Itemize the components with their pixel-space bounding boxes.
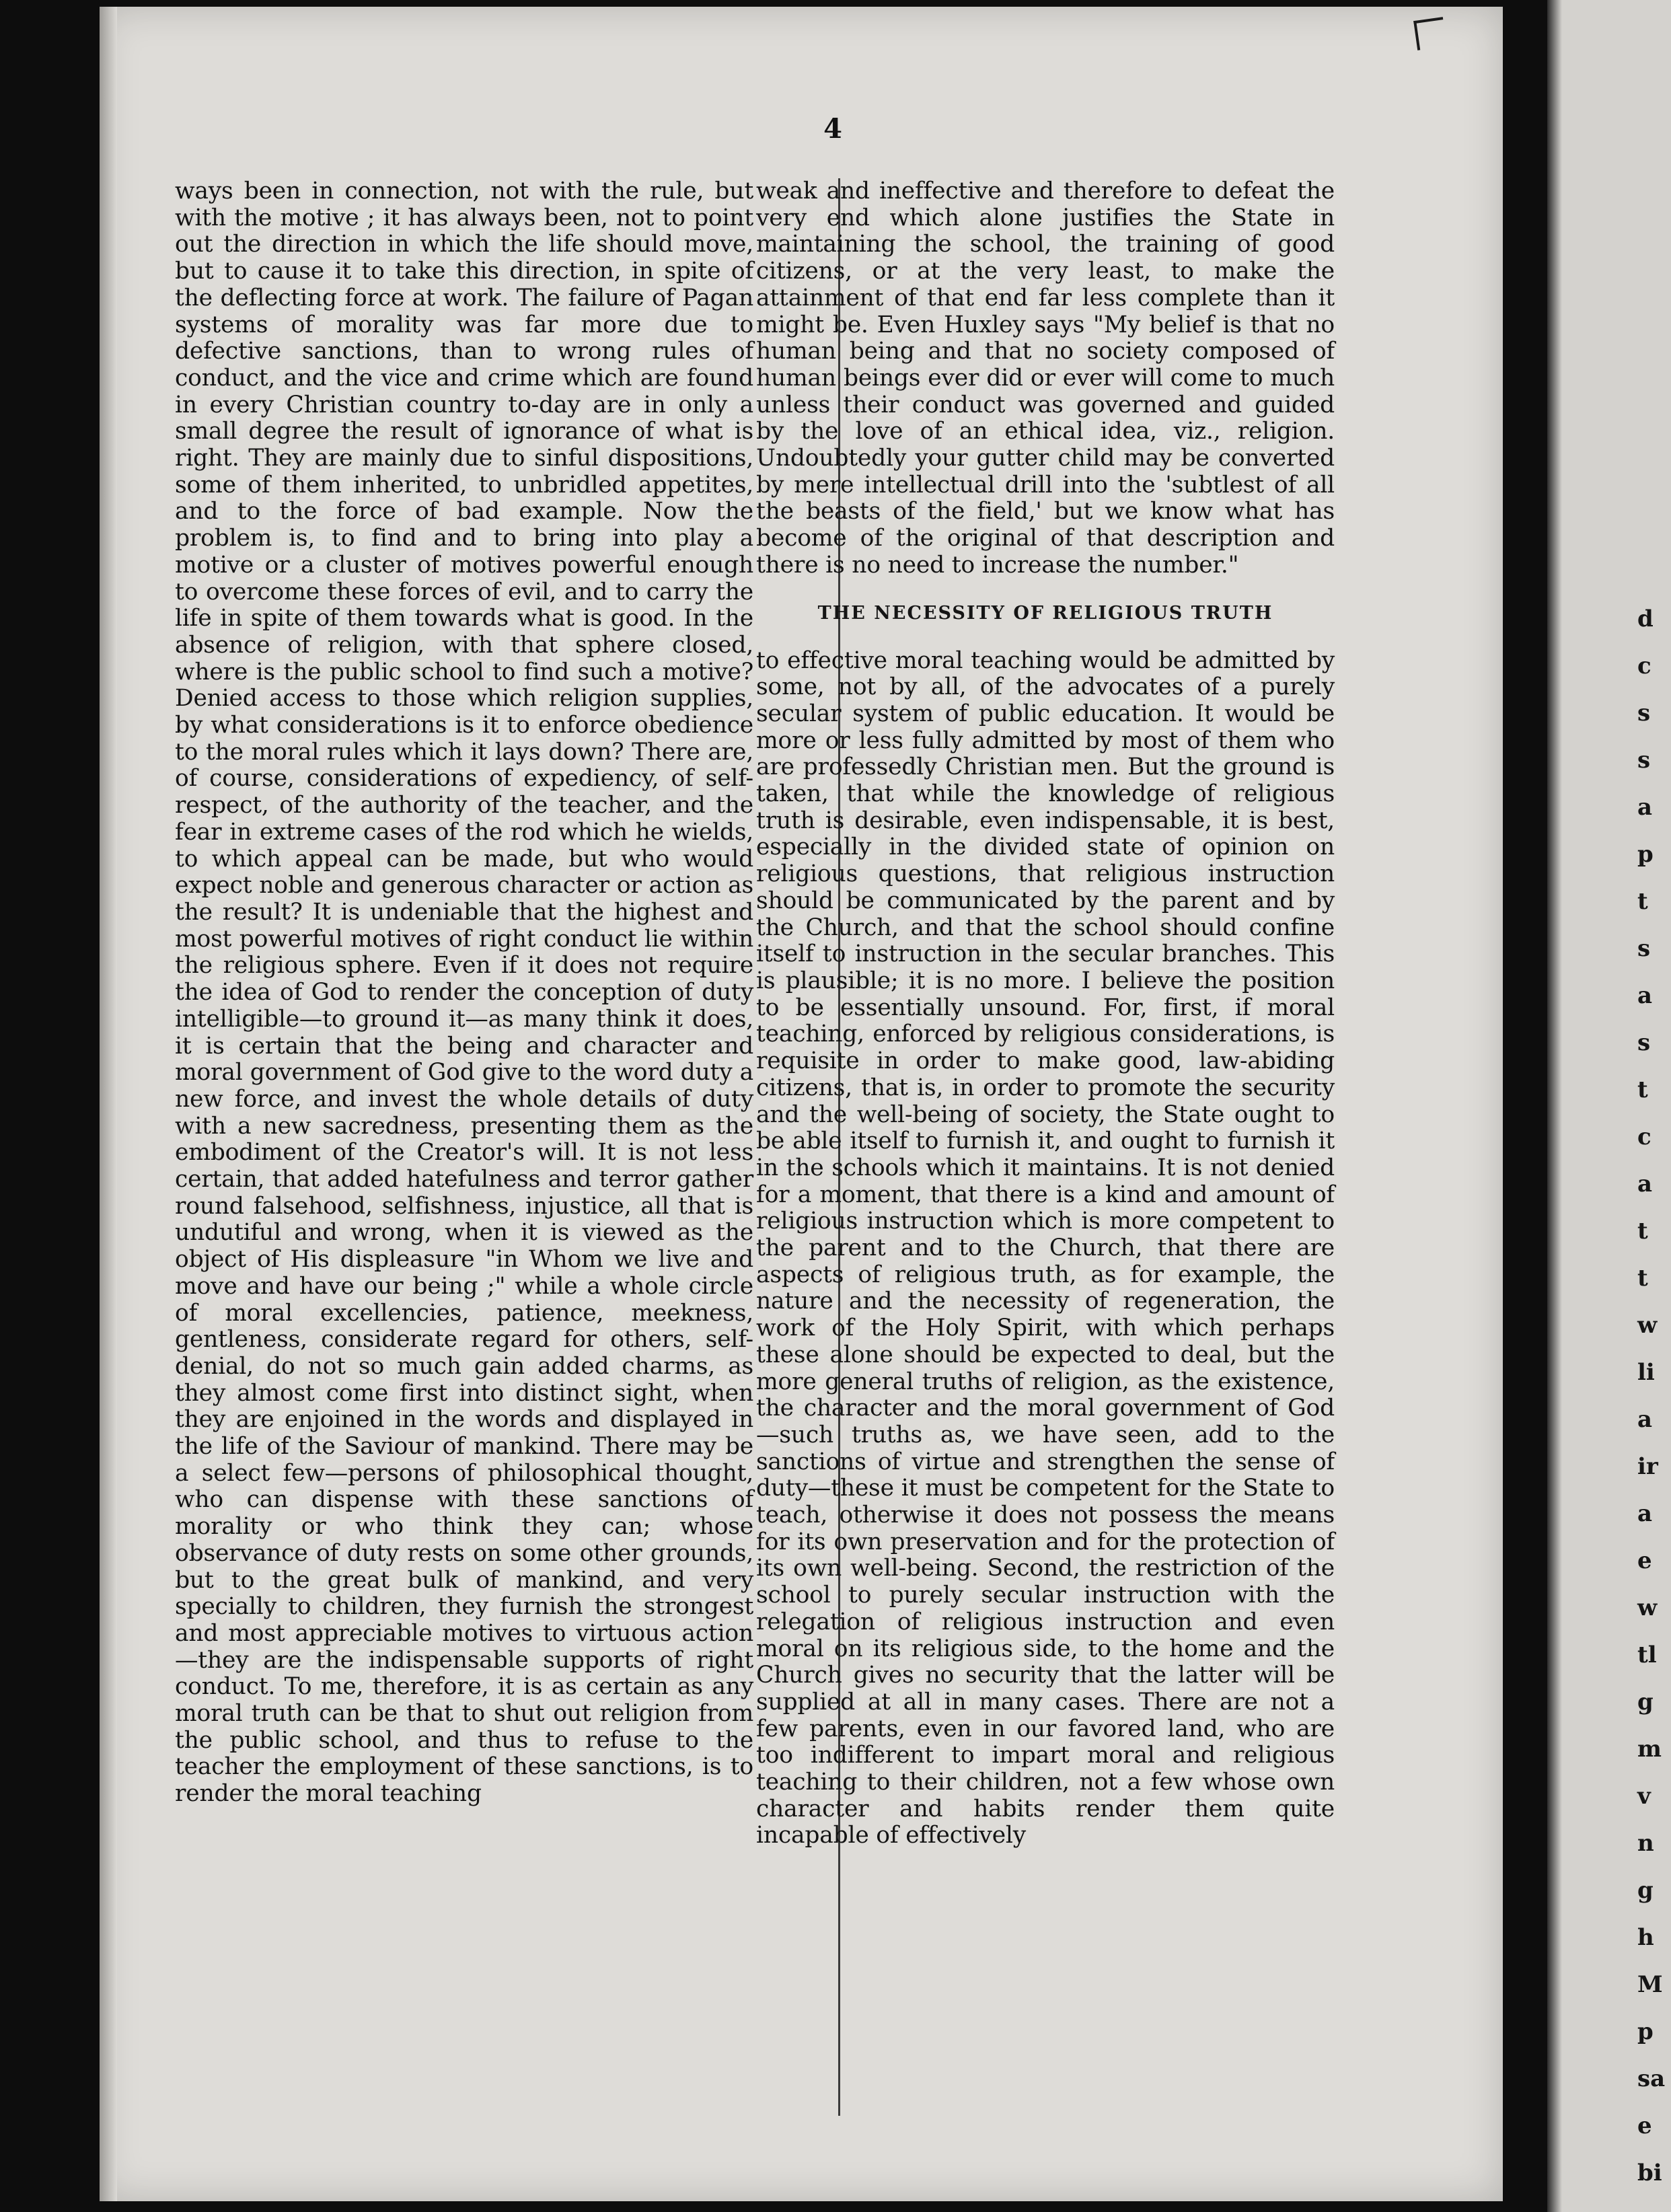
right-column xyxy=(756,178,1335,1849)
scan-corner-mark xyxy=(1413,17,1447,50)
adjacent-page-fragment: v xyxy=(1637,1783,1651,1810)
adjacent-page-fragment: g xyxy=(1637,1877,1654,1904)
page-fold-shadow xyxy=(100,7,117,2201)
adjacent-page-fragment: c xyxy=(1637,653,1651,679)
adjacent-page-fragment: bi xyxy=(1637,2160,1662,2186)
adjacent-page-fragment: tl xyxy=(1637,1642,1657,1668)
adjacent-page-fragment: a xyxy=(1637,1500,1653,1527)
adjacent-page-fragment: t xyxy=(1637,888,1648,915)
adjacent-page-fragment: s xyxy=(1637,1029,1651,1056)
adjacent-page-fragments xyxy=(1637,0,1671,2212)
section-heading: THE NECESSITY OF RELIGIOUS TRUTH xyxy=(817,602,1273,624)
adjacent-page-strip xyxy=(1547,0,1671,2212)
adjacent-page-fragment: d xyxy=(1637,605,1654,632)
right-column-body-text: to effective moral teaching would be admitted by some, not by all, of the advocates of a purely secular system of public education. It would be more or less fully admitted by most of them who are professedly Christian men. But the ground is taken, that while the knowledge of religious truth is desirable, even indispensable, it is best, especially in the divided state of opinion on religious questions, that religious instruction should be communicated by the parent and by the Church, and that the school should confine itself to instruction in the secular branches. This is plausible; it is no more. I believe the position to be essentially unsound. For, first, if moral teaching, enforced by religious considerations, is requisite in order to make good, law-abiding citizens, that is, in order to promote the security and the well-being of society, the State ought to be able itself to furnish it, and ought to furnish it in the schools which it maintains. It is not denied for a moment, that there is a kind and amount of religious instruction which is more competent to the parent and to the Church, that there are aspects of religious truth, as for example, the nature and the necessity of regeneration, the work of the Holy Spirit, with which perhaps these alone should be expected to deal, but the more general truths of religion, as the existence, the character and the moral government of God—such truths as, we have seen, add to the sanctions of virtue and strengthen the sense of duty—these it must be competent for the State to teach, otherwise it does not possess the means for its own preservation and for the protection of its own well-being. Second, the restriction of the school to purely secular instruction with the relegation of religious instruction and even moral on its religious side, to the home and the Church gives no security that the latter will be supplied at all in many cases. There are not a few parents, even in our favored land, who are too indifferent to impart moral and religious teaching to their children, not a few whose own character and habits render them quite incapable of effectively xyxy=(756,647,1335,1849)
page-number: 4 xyxy=(823,113,842,145)
adjacent-page-fragment: a xyxy=(1637,1171,1653,1197)
left-column xyxy=(175,178,753,1808)
adjacent-page-fragment: w xyxy=(1637,1594,1658,1621)
adjacent-page-fragment: sa xyxy=(1637,2065,1666,2092)
adjacent-page-fragment: n xyxy=(1637,1830,1654,1857)
adjacent-page-fragment: ir xyxy=(1637,1453,1658,1480)
adjacent-page-fragment: s xyxy=(1637,747,1651,774)
adjacent-page-fragment: s xyxy=(1637,700,1651,727)
adjacent-page-edge xyxy=(1547,0,1562,2212)
adjacent-page-fragment: li xyxy=(1637,1359,1655,1386)
adjacent-page-fragment: t xyxy=(1637,1265,1648,1292)
adjacent-page-fragment: a xyxy=(1637,982,1653,1009)
left-column-text: ways been in connection, not with the rule, but with the motive ; it has always been, not to point out the direction in which the life should move, but to cause it to take this direction, in spite of the deflecting force at work. The failure of Pagan systems of morality was far more due to defective sanctions, than to wrong rules of conduct, and the vice and crime which are found in every Christian country to-day are in only a small degree the result of ignorance of what is right. They are mainly due to sinful dispositions, some of them inherited, to unbridled appetites, and to the force of bad example. Now the problem is, to find and to bring into play a motive or a cluster of motives powerful enough to overcome these forces of evil, and to carry the life in spite of them towards what is good. In the absence of religion, with that sphere closed, where is the public school to find such a motive? Denied access to those which religion supplies, by what considerations is it to enforce obedience to the moral rules which it lays down? There are, of course, considerations of expediency, of self-respect, of the authority of the teacher, and the fear in extreme cases of the rod which he wields, to which appeal can be made, but who would expect noble and generous character or action as the result? It is undeniable that the highest and most powerful motives of right conduct lie within the religious sphere. Even if it does not require the idea of God to render the conception of duty intelligible—to ground it—as many think it does, it is certain that the being and character and moral government of God give to the word duty a new force, and invest the whole details of duty with a new sacredness, presenting them as the embodiment of the Creator's will. It is not less certain, that added hatefulness and terror gather round falsehood, selfishness, injustice, all that is undutiful and wrong, when it is viewed as the object of His displeasure "in Whom we live and move and have our being ;" while a whole circle of moral excellencies, patience, meekness, gentleness, considerate regard for others, self-denial, do not so much gain added charms, as they almost come first into distinct sight, when they are enjoined in the words and displayed in the life of the Saviour of mankind. There may be a select few—persons of philosophical thought, who can dispense with these sanctions of morality or who think they can; whose observance of duty rests on some other grounds, but to the great bulk of mankind, and very specially to children, they furnish the strongest and most appreciable motives to virtuous action—they are the indispensable supports of right conduct. To me, therefore, it is as certain as any moral truth can be that to shut out religion from the public school, and thus to refuse to the teacher the employment of these sanctions, is to render the moral teaching xyxy=(175,178,753,1808)
adjacent-page-fragment: p xyxy=(1637,2018,1654,2045)
adjacent-page-fragment: t xyxy=(1637,1218,1648,1245)
adjacent-page-fragment: t xyxy=(1637,1076,1648,1103)
adjacent-page-fragment: e xyxy=(1637,1547,1652,1574)
adjacent-page-fragment: M xyxy=(1637,1971,1663,1998)
adjacent-page-fragment: m xyxy=(1637,1736,1662,1763)
adjacent-page-fragment: c xyxy=(1637,1123,1651,1150)
adjacent-page-fragment: e xyxy=(1637,2112,1652,2139)
adjacent-page-fragment: h xyxy=(1637,1924,1654,1951)
adjacent-page-fragment: w xyxy=(1637,1312,1658,1339)
right-column-intro-text: weak and ineffective and therefore to defeat the very end which alone justifies the State in maintaining the school, the training of good citizens, or at the very least, to make the attainment of that end far less complete than it might be. Even Huxley says "My belief is that no human being and that no society composed of human beings ever did or ever will come to much unless their conduct was governed and guided by the love of an ethical idea, viz., religion. Undoubtedly your gutter child may be converted by mere intellectual drill into the 'subtlest of all the beasts of the field,' but we know what has become of the original of that description and there is no need to increase the number." xyxy=(756,178,1335,579)
adjacent-page-fragment: a xyxy=(1637,1406,1653,1433)
adjacent-page-fragment: a xyxy=(1637,794,1653,821)
adjacent-page-fragment: s xyxy=(1637,935,1651,962)
adjacent-page-fragment: p xyxy=(1637,841,1654,868)
adjacent-page-fragment: g xyxy=(1637,1689,1654,1716)
